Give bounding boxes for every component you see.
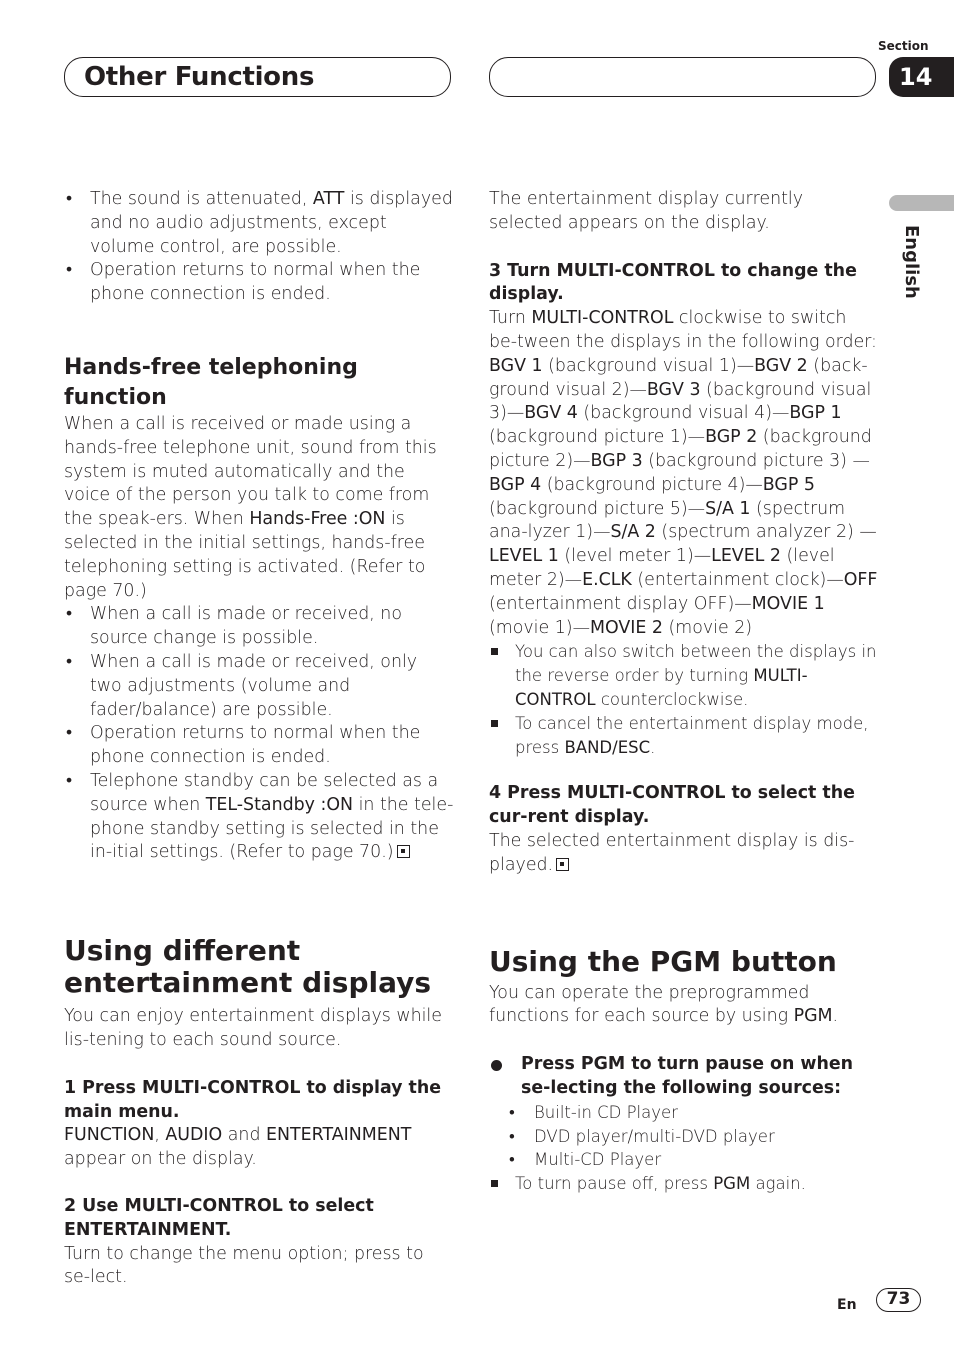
handsfree-paragraph: When a call is received or made using a hands-free telephone unit, sound from this system is muted automatically and the voice of the person you talk to come from the speak-ers. When Hands-Free :ON is selected in the initial settings, hands-free telephoning setting is activated. (Refer to page 70.) [64,413,437,601]
display-mode-name: BGV 4 [524,403,578,424]
step-3-text: (entertainment clock)— [631,569,844,590]
right-intro: The entertainment display currently selected appears on the display. [489,189,804,233]
step-2-title: 2 Use MULTI-CONTROL to select ENTERTAINMENT. [64,1195,374,1240]
end-mark-icon [556,858,569,871]
step-3-text: (entertainment display OFF)— [489,593,752,614]
pgm-intro: You can operate the preprogrammed functions for each source by using PGM. [489,982,839,1027]
step-3-text: (spectrum ana-lyzer 1)— [489,498,846,543]
step-3-title: 3 Turn MULTI-CONTROL to change the display. [489,260,857,305]
pgm-source-item: • DVD player/multi-DVD player [489,1125,879,1149]
handsfree-bullet-3: • Operation returns to normal when the phone connection is ended. [64,722,454,770]
entertainment-heading: Using different entertainment displays [64,934,432,1000]
step-3-text: (background picture 3) — [642,450,870,471]
pgm-source-item: • Multi-CD Player [489,1148,879,1172]
pgm-heading: Using the PGM button [489,944,837,978]
display-mode-name: BGV 3 [646,379,701,400]
display-mode-name: BGP 1 [789,403,842,424]
display-mode-name: S/A 2 [610,522,656,543]
step-3-body [489,307,879,640]
language-tab [889,195,954,211]
note-reverse: You can also switch between the displays in the reverse order by turning MULTI-CONTROL counterclockwise. [489,640,879,711]
step-3-text: (movie 2) [662,617,753,638]
step-3-text: (back-ground visual 2)— [489,355,868,400]
display-mode-name: E.CLK [582,569,632,590]
handsfree-bullet-1: • When a call is made or received, no source change is possible. [64,603,454,651]
step-3-text: (background visual 3)— [489,379,872,424]
step-3-text: (movie 1)— [489,617,590,638]
display-mode-name: MOVIE 1 [751,593,825,614]
step-1-body: FUNCTION, AUDIO and ENTERTAINMENT appear on the display. [64,1125,412,1170]
step-1-title: 1 Press MULTI-CONTROL to display the main menu. [64,1077,442,1122]
section-label: Section [878,39,929,53]
entertainment-intro: You can enjoy entertainment displays while lis-tening to each sound source. [64,1006,442,1050]
step-3-text: (background picture 4)— [541,474,763,495]
step-4-body: The selected entertainment display is dis-played. [489,830,855,875]
step-3-text: (level meter 1)— [558,546,712,567]
header-blank-frame [489,57,876,97]
normal-bullet: • Operation returns to normal when the phone connection is ended. [64,259,454,307]
left-column [64,188,454,1290]
step-3-text: Turn [489,308,532,329]
language-label: English [901,225,922,299]
handsfree-bullet-4: • Telephone standby can be selected as a source when TEL-Standby :ON in the tele-phone standby setting is selected in the in-itial settings. (Refer to page 70.) [64,770,454,865]
display-mode-name: BGP 4 [489,474,542,495]
step-3-text: clockwise to switch be-tween the displays in the following order: [489,308,877,352]
step-3-text: (level meter 2)— [489,546,835,590]
step-3-text: (spectrum analyzer 2) — [655,522,877,543]
display-mode-name: LEVEL 2 [711,546,781,567]
page-title: Other Functions [84,62,315,92]
display-mode-name: BGP 2 [705,427,758,448]
step-4-title: 4 Press MULTI-CONTROL to select the cur-rent display. [489,783,855,828]
page-number: 73 [876,1288,921,1312]
display-mode-name: MOVIE 2 [589,617,663,638]
step-3-text: (background visual 4)— [577,403,790,424]
section-number-badge: 14 [889,57,954,97]
display-mode-name: MULTI-CONTROL [531,308,674,329]
display-mode-name: OFF [843,569,878,590]
att-bullet: • The sound is attenuated, ATT is displayed and no audio adjustments, except volume control, are possible. [64,188,454,259]
right-column [489,188,879,1196]
display-mode-name: S/A 1 [705,498,751,519]
note-cancel: To cancel the entertainment display mode, press BAND/ESC. [489,712,879,760]
step-3-text: (background visual 1)— [542,355,755,376]
display-mode-name: BGP 5 [762,474,815,495]
step-2-body: Turn to change the menu option; press to se-lect. [64,1243,424,1288]
end-mark-icon [397,845,410,858]
step-3-text: (background picture 1)— [489,427,706,448]
step-3-text: (background picture 5)— [489,498,706,519]
footer-language-code: En [837,1297,857,1313]
pgm-note: To turn pause off, press PGM again. [489,1172,879,1196]
pgm-step: Press PGM to turn pause on when se-lecting the following sources: [489,1053,879,1101]
pgm-source-item: • Built-in CD Player [489,1101,879,1125]
display-mode-name: LEVEL 1 [489,546,559,567]
handsfree-bullet-2: • When a call is made or received, only two adjustments (volume and fader/balance) are possible. [64,651,454,722]
display-mode-name: BGV 2 [754,355,808,376]
display-mode-name: BGV 1 [489,355,543,376]
handsfree-heading: Hands-free telephoning function [64,354,358,410]
display-mode-name: BGP 3 [590,450,643,471]
step-3-text: (background picture 2)— [489,427,872,471]
